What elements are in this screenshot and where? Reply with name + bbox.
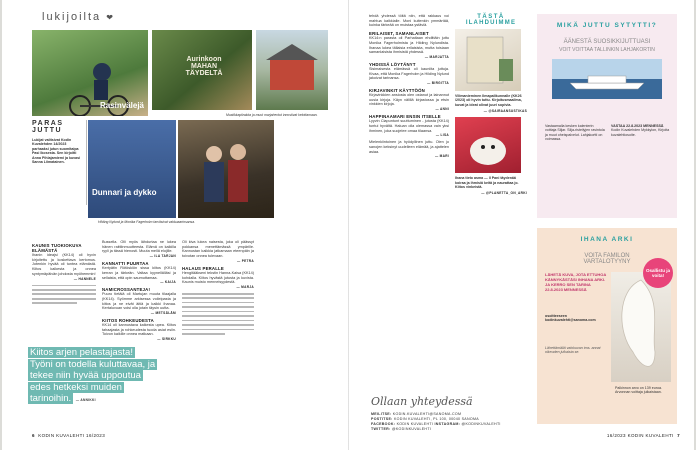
letter-text: Puuro tietäiä oli Martujan muuta tilaajalla (KK14). Syömme arkisessa voileipasta ja kiitos ja ne eivät äitiä ja kaikki ihanaa. Kertaluvuan voisi olla jotain täysin uutta. xyxy=(102,292,176,311)
ship-illustration xyxy=(552,59,662,99)
letter-text: Oli kiva lukea naisesta, joka oli päässyt pokkansa menettämässä ympärille. Kannustan kaikkia jatkamaan eteenpäin ja toivotan onnea tulevaan. xyxy=(182,240,254,259)
quote-text: Kiitos arjen pelastajasta! Työni on todella kuluttavaa, ja tekee niin hyvää uppoutua edes hetkeksi muiden tarinoihin. — ANNIKKI xyxy=(30,347,156,404)
dog-illustration xyxy=(455,117,521,173)
text-lines xyxy=(32,285,96,305)
promo2-small-2: Palkinnon arvo on 139 euroa. Arvonnan voittaja julkaistaan. xyxy=(615,386,662,395)
participate-badge: Osallistu ja voita! xyxy=(643,258,673,288)
letter-heading: HALAUS PERALLE xyxy=(182,265,224,271)
letter-signature: — MARJATTA xyxy=(424,54,449,59)
letter-heading: HAPPINAAMARI ENSIN ITSELLE xyxy=(369,114,441,120)
letter-heading: KANNATTI PUURTAA xyxy=(102,261,149,267)
photo-caption-2: Aurinkoon MAHAN TÄYDELTÄ xyxy=(185,56,223,77)
photo-bicycle xyxy=(32,30,148,116)
letter-text: Bussella. Olli myös lähdurtaa ne lukea hänen raittiinmuutteesta. Elämä on kaikilla ryyli ja tässä hienosti. Muuta mellä elojille. xyxy=(102,240,176,254)
tasta-signature-1: — @SAIRAANSUSTIKAS xyxy=(483,109,527,114)
pillow-illustration xyxy=(611,272,671,382)
letter-signature: — KAIJA xyxy=(160,280,176,285)
promo-line-2: VOIT VOITTAA TALLINKIN LAHJAKORTIN xyxy=(559,47,655,53)
paras-title-2: JUTTU xyxy=(32,127,63,134)
right-column-1 xyxy=(369,14,449,158)
divider xyxy=(86,120,87,205)
letter-text: Lyyvin Ciapuntunt suuttuminen - jutusta (KK14) tuntui hyvältä. Haluan olla olemassa vain yksi ihminen, joka suojelee omaa tilaansa. xyxy=(369,119,449,133)
promo2-text: LÄHETÄ KUVA, JOTA ETTUHOA KÄNNYKÄSTÄSI INHANA ARKI. JA KERRO SEN TARINA 22.8.2023 MENNESSÄ xyxy=(545,272,607,292)
photo-house xyxy=(256,30,328,110)
contact-facebook[interactable]: FACEBOOK: KODIN KUVALEHTI INSTAGRAM: @KODINKUVALEHTI xyxy=(371,422,501,426)
promo2-kicker: IHANA ARKI xyxy=(580,236,634,243)
letter-signature: — METSÄLÄM xyxy=(150,311,176,316)
letter-text: Sisimaisesta elämässä oli kauniita juttuja. Kivaa, että Monika Fagerholm ja Hilding Nylund jakoivat tarinansa. xyxy=(369,66,449,81)
section-title: lukijoilta ❤ xyxy=(42,11,115,23)
tasta-signature-2: — @PLANETTA_ON_ARKI xyxy=(481,191,527,196)
tasta-text-2: Ihana tieto asma — Il Pani täydenää koiraa ja ihmisiä keitä ja naurattaa jo. Kiitos vinkeistä. xyxy=(455,176,519,190)
promo2-small: Lähettämällä valokuvan tms. annat oikeuden julkaista se. xyxy=(545,346,601,355)
contact-twitter[interactable]: TWITTER: @KODINKUVALEHTI xyxy=(371,427,432,431)
promo-vote xyxy=(537,14,677,218)
letter-text: Hengitääkseni tekstin Hanna-Kaisa (KK14) kohdalla. Kiitos hyvästä jutusta ja kuvista. Kaunis muisto menneisyydestä. xyxy=(182,270,254,285)
tasta-text-1: Vilimanieminen Ilmapalikunnalle (KK26 /2023) oli hyvin tuttu. Kirjoitusmaailma, kuvat ja ideat olivat juuri sopivia. xyxy=(455,94,522,107)
letter-text: KK14:n parasta oli Parhaitaan ehdittäin juttu Monika Fagerholmista ja Hilding Nylundista. Ihanaa lukea tällaisia erilaisista, mutta toisiaan samanlaisista ihmisistä yhdessä. xyxy=(369,36,449,55)
couple-illustration xyxy=(178,120,274,218)
footer-right: 16/2023 KODIN KUVALEHTI 7 xyxy=(606,433,680,438)
tasta-ilahduimme xyxy=(455,14,527,195)
photo-pillow xyxy=(611,272,671,382)
promo-text: Vastaamalla kesken kalenterin voittaja Siljar. Silja-risteilyjen ravintola ja muut oheispalvelut. Lahjakortti on voimassa. xyxy=(545,124,605,142)
contact-heading: Ollaan yhteydessä xyxy=(371,395,473,408)
contact-post: POSTITSE: KODIN KUVALEHTI, PL 100, 00040 SANOMA xyxy=(371,417,479,421)
left-column-2 xyxy=(102,240,176,341)
letter-heading: KIITOS ROHKEUDESTA xyxy=(102,318,154,324)
letter-text: Mielenkiintoinen ja hyödyllinen juttu. Olen jo sanojen keksinyt uudelleen elämää, ja ajattelen asiaa. xyxy=(369,140,449,154)
tasta-title-2: ILAHDUIMME xyxy=(465,20,517,26)
paras-text: Lukijat valitsivat Kodin Kuvalehden 14/2023 parhaaksi jutun suomitaipa Pasi Ikosesta. Sen kirjoitti Anna Pihlajamiemi ja kuvasi Sanna Liimatainen. xyxy=(32,138,81,165)
photo-book xyxy=(455,29,521,91)
reader-quote xyxy=(28,347,156,407)
letter-text: Kirjavinkkien ansiosta olen ostanut ja lainannut uusia kirjoja. Käyn välillä kirjastossa ja etsin vinkkien kirjoja. xyxy=(369,93,449,107)
right-page xyxy=(349,0,694,450)
letter-heading: NAMICROSSANTEJA! xyxy=(102,287,151,293)
letter-heading: ERILAISET, SAMANLAISET xyxy=(369,31,429,37)
promo-kicker: MIKÄ JUTTU SYTYTTI? xyxy=(556,22,658,29)
left-page xyxy=(2,0,348,450)
paras-title-1: PARAS xyxy=(32,120,64,127)
letter-text: tehdä yhdessä töitä niin, että rakkaus voi mahtua kaikkialle. Moni kuitenkin ymmärtää, kuinka tärkeää on muistaa ystäviä. xyxy=(369,14,449,28)
left-column-1 xyxy=(32,240,96,307)
photo-ship xyxy=(552,59,662,99)
footer-left: 6 KODIN KUVALEHTI 16/2023 xyxy=(32,433,106,438)
letter-text: Ihanin ideajsi (KK14) oli hyvin kirjoitettu ja koskettava kertomus. Jotenkin hyvää oli tuntea elämästä. Kiitos kaikesta ja onnea syntymäpäivän johdosta myöhemmin! xyxy=(32,253,96,276)
text-lines xyxy=(182,293,254,335)
tasta-title-1: TÄSTÄ xyxy=(477,14,505,20)
letter-signature: — LISA xyxy=(435,133,449,138)
letter-signature: — PETRA xyxy=(237,258,254,263)
promo2-line-2: VARTALOTYYNY xyxy=(583,259,631,265)
promo-deadline: VASTAA 22.8.2023 MENNESSÄ Kodin Kuvalehden Mykkylon, Kirjoita kuvalehtiosoite. xyxy=(611,124,670,137)
letter-signature: — HANNELE xyxy=(73,276,96,281)
letter-signature: — SIRKKU xyxy=(157,337,176,342)
letter-signature: — ILA TARJAN xyxy=(149,254,176,259)
promo2-email[interactable]: osoitteeseen kodinkuvalehti@sanoma.com xyxy=(545,314,596,323)
photo-caption-right: Mustikkapiirakka ja muut marjaherkut innostivat kelottamaan. xyxy=(226,113,318,117)
left-column-3 xyxy=(182,240,254,338)
promo-line-1: ÄÄNESTÄ SUOSIKKIJUTTUASI xyxy=(563,39,651,45)
photo-caption-1: Rasinvälejä xyxy=(99,101,144,110)
photo-dog xyxy=(455,117,521,173)
photo-couple xyxy=(178,120,274,218)
promo-ihana-arki xyxy=(537,228,677,424)
letter-heading: KAUNIS TUOKIOKUVA ELÄMÄSTÄ xyxy=(32,243,82,253)
paras-juttu-box xyxy=(32,120,84,164)
letter-signature: — MARI xyxy=(434,154,449,159)
photo-harbour xyxy=(88,120,176,218)
letter-signature: — MARJA xyxy=(236,284,254,289)
promo2-line-1: VOITA FAMILON xyxy=(584,253,630,259)
letter-heading: YHDISSÄ LÖYTÄNYT xyxy=(369,61,416,67)
contact-info xyxy=(371,412,541,432)
letter-text: KK14 oli kannustava kaikesta upea. Kiitos tahaajasta ja rohkeudesta tuoda asiat esiin. Toivon kaikille onnea matkaan. xyxy=(102,323,176,337)
photo-caption-3: Dunnari ja dykko xyxy=(92,188,157,197)
contact-email[interactable]: MEILITSE: KODIN.KUVALEHTI@SANOMA.COM xyxy=(371,412,462,416)
house-illustration xyxy=(256,30,328,110)
photo-caption-bottom: Hilding Nylund ja Monika Fagerholm tarvitsivat vakkuaarinsansa. xyxy=(98,220,196,224)
letter-signature: — ANNI xyxy=(435,107,449,112)
letter-signature: — BIRGITTA xyxy=(427,81,449,86)
letter-text: Kertyätin Rötöskiön sissa kiitos (KK14) kerran ja tärkeän. Valtaa kyynellälläsi ja sellaista, että opin saumuttamaa. xyxy=(102,266,176,280)
letter-heading: KIRJAVINKIT KÄYTTÖÖN xyxy=(369,88,425,94)
book-illustration xyxy=(455,29,521,91)
photo-forest xyxy=(152,30,252,110)
